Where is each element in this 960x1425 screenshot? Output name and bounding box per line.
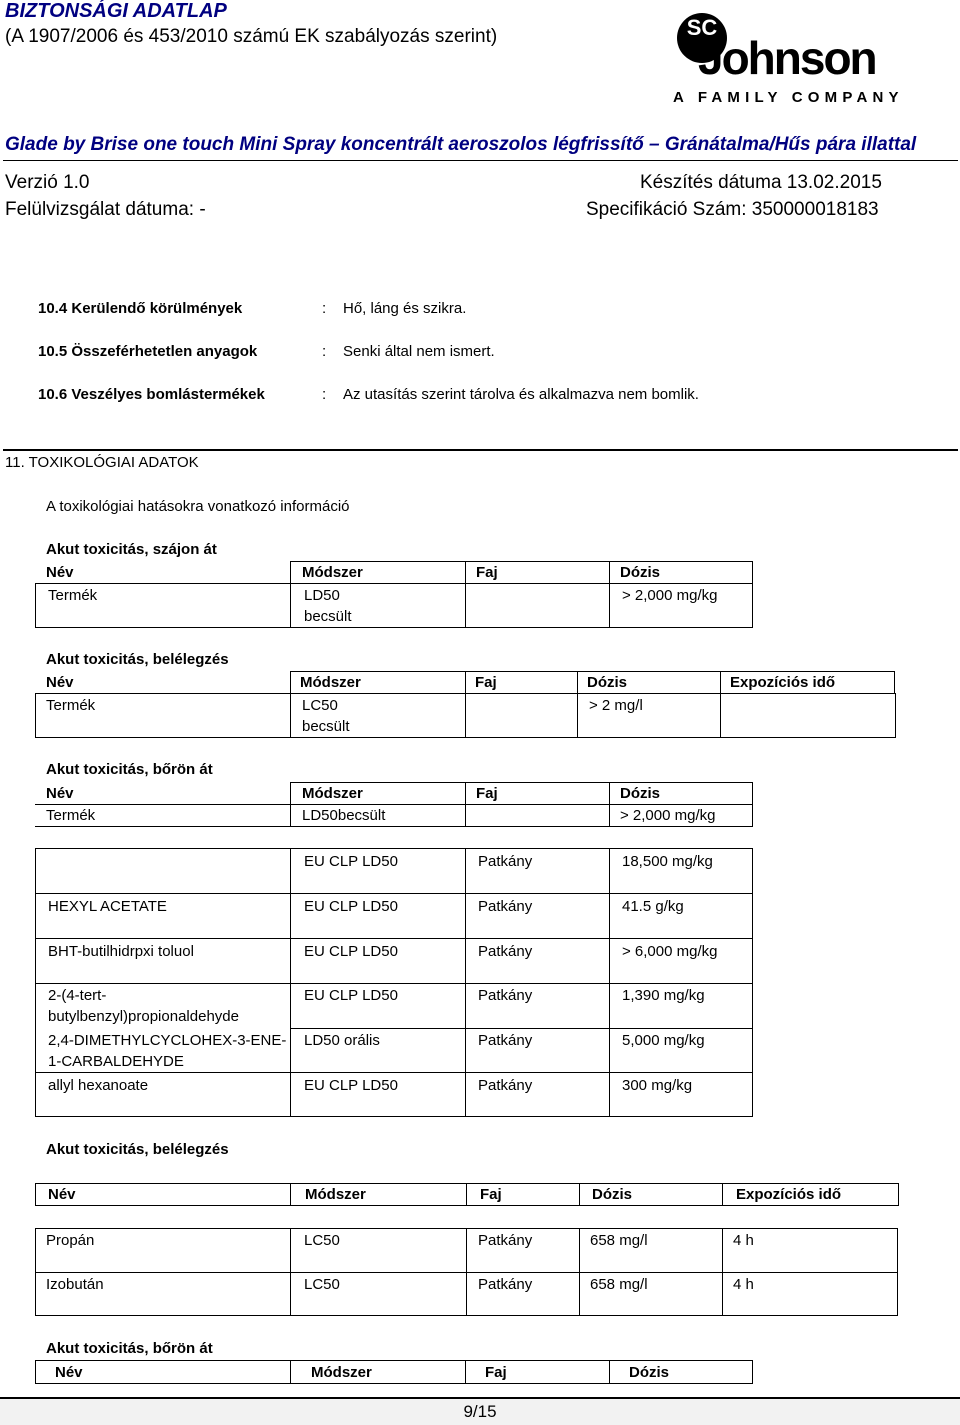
- s10-label-6: 10.6 Veszélyes bomlástermékek: [38, 386, 265, 403]
- comp-row-species: Patkány: [478, 898, 533, 915]
- inhal-header-species: Faj: [475, 674, 497, 691]
- comp-row-dose: > 6,000 mg/kg: [622, 943, 718, 960]
- s10-value-4: Hő, láng és szikra.: [343, 300, 467, 317]
- dermal-header-dose: Dózis: [620, 785, 661, 802]
- inhal2-row-time: 4 h: [733, 1276, 754, 1293]
- inhal-row-dose: > 2 mg/l: [589, 697, 643, 714]
- dermal-heading: Akut toxicitás, bőrön át: [46, 761, 213, 778]
- inhal2-header-name: Név: [48, 1186, 76, 1203]
- comp-row-method: LD50 orális: [304, 1032, 380, 1049]
- sc-johnson-logo: [668, 8, 904, 108]
- oral-heading: Akut toxicitás, szájon át: [46, 541, 217, 558]
- inhal2-row-name: Propán: [46, 1232, 95, 1249]
- inhal2-row-dose: 658 mg/l: [590, 1232, 648, 1249]
- product-name: Glade by Brise one touch Mini Spray koncentrált aeroszolos légfrissítő – Gránátalma/Hűs pára illattal: [5, 134, 917, 155]
- dermal-row-method: LD50becsült: [302, 807, 386, 824]
- s10-label-5: 10.5 Összeférhetetlen anyagok: [38, 343, 258, 360]
- inhal2-row-dose: 658 mg/l: [590, 1276, 648, 1293]
- inhal-header-dose: Dózis: [587, 674, 628, 691]
- document-title: BIZTONSÁGI ADATLAP: [5, 0, 227, 22]
- inhal-header-name: Név: [46, 674, 74, 691]
- comp-row-name: 2-(4-tert-: [48, 987, 107, 1004]
- comp-row-dose: 5,000 mg/kg: [622, 1032, 705, 1049]
- dermal-header-species: Faj: [476, 785, 498, 802]
- inhal-row-method: LC50: [302, 697, 338, 714]
- inhal-header-time: Expozíciós idő: [730, 674, 836, 691]
- inhal-row-method-note: becsült: [302, 718, 350, 735]
- inhal2-row-name: Izobután: [46, 1276, 104, 1293]
- comp-row-method: EU CLP LD50: [304, 987, 398, 1004]
- section-divider: [3, 449, 958, 451]
- oral-row-dose: > 2,000 mg/kg: [622, 587, 718, 604]
- dermal-header-method: Módszer: [302, 785, 363, 802]
- svg-text:SC: SC: [686, 15, 718, 40]
- comp-row-dose: 18,500 mg/kg: [622, 853, 713, 870]
- inhal2-header-species: Faj: [480, 1186, 502, 1203]
- created-date: Készítés dátuma 13.02.2015: [640, 172, 882, 193]
- dermal-row-dose: > 2,000 mg/kg: [620, 807, 716, 824]
- dermal2-header-method: Módszer: [311, 1364, 372, 1381]
- inhal2-row-method: LC50: [304, 1232, 340, 1249]
- comp-row-dose: 1,390 mg/kg: [622, 987, 705, 1004]
- inhal2-row-method: LC50: [304, 1276, 340, 1293]
- inhal-header-method: Módszer: [300, 674, 361, 691]
- comp-row-method: EU CLP LD50: [304, 943, 398, 960]
- inhal2-header-method: Módszer: [305, 1186, 366, 1203]
- svg-text:A FAMILY COMPANY: A FAMILY COMPANY: [673, 89, 904, 106]
- comp-row-species: Patkány: [478, 943, 533, 960]
- comp-row-name: HEXYL ACETATE: [48, 898, 167, 915]
- oral-row-method-note: becsült: [304, 608, 352, 625]
- review-date: Felülvizsgálat dátuma: -: [5, 199, 206, 220]
- oral-header-dose: Dózis: [620, 564, 661, 581]
- s10-label-4: 10.4 Kerülendő körülmények: [38, 300, 243, 317]
- inhal2-row-time: 4 h: [733, 1232, 754, 1249]
- dermal2-header-dose: Dózis: [629, 1364, 670, 1381]
- s10-value-6: Az utasítás szerint tárolva és alkalmazva nem bomlik.: [343, 386, 699, 403]
- comp-row-method: EU CLP LD50: [304, 1077, 398, 1094]
- inhal2-row-species: Patkány: [478, 1276, 533, 1293]
- footer-rule: [0, 1397, 960, 1399]
- inhal2-header-time: Expozíciós idő: [736, 1186, 842, 1203]
- comp-row-dose: 41.5 g/kg: [622, 898, 684, 915]
- oral-row-method: LD50: [304, 587, 340, 604]
- tox-intro: A toxikológiai hatásokra vonatkozó információ: [46, 498, 350, 515]
- header-rule: [3, 160, 958, 161]
- s10-sep-5: :: [322, 343, 327, 360]
- comp-row-name-cont: 1-CARBALDEHYDE: [48, 1053, 184, 1070]
- oral-header-name: Név: [46, 564, 74, 581]
- s10-sep-6: :: [322, 386, 327, 403]
- comp-row-dose: 300 mg/kg: [622, 1077, 693, 1094]
- comp-row-method: EU CLP LD50: [304, 898, 398, 915]
- inhal-heading: Akut toxicitás, belélegzés: [46, 651, 229, 668]
- dermal-row-name: Termék: [46, 807, 96, 824]
- comp-row-name: allyl hexanoate: [48, 1077, 149, 1094]
- inhal2-heading: Akut toxicitás, belélegzés: [46, 1141, 229, 1158]
- dermal2-heading: Akut toxicitás, bőrön át: [46, 1340, 213, 1357]
- svg-text:Johnson: Johnson: [698, 32, 876, 84]
- dermal2-header-species: Faj: [485, 1364, 507, 1381]
- dermal2-header-name: Név: [55, 1364, 83, 1381]
- dermal-header-name: Név: [46, 785, 74, 802]
- spec-number: Specifikáció Szám: 350000018183: [586, 199, 879, 220]
- page-number: 9/15: [463, 1402, 497, 1421]
- comp-row-name: 2,4-DIMETHYLCYCLOHEX-3-ENE-: [48, 1032, 287, 1049]
- comp-row-name-cont: butylbenzyl)propionaldehyde: [48, 1008, 239, 1025]
- inhal2-header-dose: Dózis: [592, 1186, 633, 1203]
- comp-row-method: EU CLP LD50: [304, 853, 398, 870]
- oral-row-name: Termék: [48, 587, 98, 604]
- inhal-row-name: Termék: [46, 697, 96, 714]
- version: Verzió 1.0: [5, 172, 90, 193]
- section-11-title: 11. TOXIKOLÓGIAI ADATOK: [5, 454, 199, 471]
- comp-row-species: Patkány: [478, 987, 533, 1004]
- s10-sep-4: :: [322, 300, 327, 317]
- comp-row-species: Patkány: [478, 1077, 533, 1094]
- s10-value-5: Senki által nem ismert.: [343, 343, 495, 360]
- oral-header-species: Faj: [476, 564, 498, 581]
- oral-header-method: Módszer: [302, 564, 363, 581]
- comp-row-species: Patkány: [478, 853, 533, 870]
- inhal2-row-species: Patkány: [478, 1232, 533, 1249]
- comp-row-species: Patkány: [478, 1032, 533, 1049]
- comp-row-name: BHT-butilhidrpxi toluol: [48, 943, 194, 960]
- document-subtitle: (A 1907/2006 és 453/2010 számú EK szabályozás szerint): [5, 26, 498, 47]
